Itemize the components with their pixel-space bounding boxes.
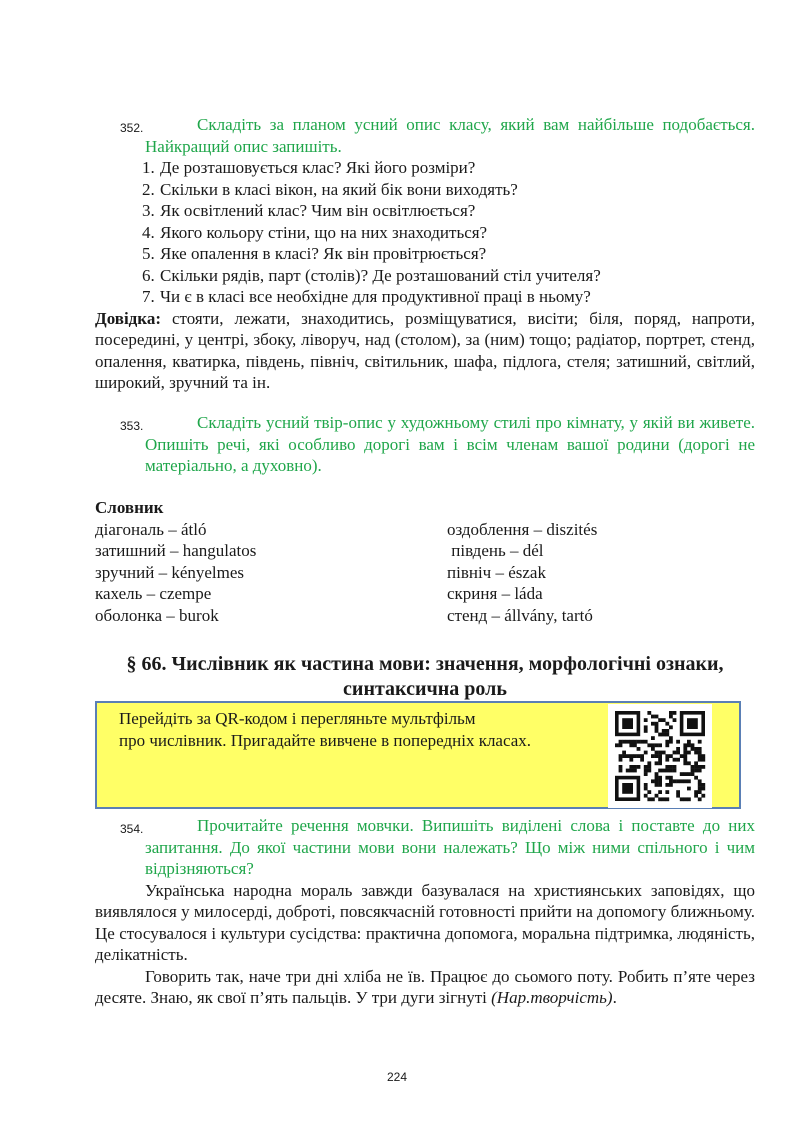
dictionary-entry: діагональ – átló [95, 519, 207, 539]
dictionary-entry: зручний – kényelmes [95, 562, 245, 582]
exercise-task: Прочитайте речення мовчки. Випишіть виділені слова і поставте до них запитання. До якої частини мови вони належать? Що між ними спільного і чим відрізняються? [145, 816, 755, 878]
dictionary-column-right [447, 519, 747, 627]
exercise-task: Складіть за планом усний опис класу, який вам найбільше подобається. Найкращий опис запишіть. [145, 115, 755, 156]
dictionary [95, 497, 755, 626]
plan-item: 7. Чи є в класі все необхідне для продуктивної праці в ньому? [142, 287, 591, 306]
exercise-353 [95, 412, 755, 477]
qr-code-icon[interactable] [608, 704, 712, 808]
plan-item: 6. Скільки рядів, парт (столів)? Де розташований стіл учителя? [142, 265, 601, 285]
dictionary-entry: оболонка – burok [95, 605, 219, 625]
qr-callout-box [95, 701, 741, 809]
plan-list [95, 157, 755, 308]
exercise-paragraph-proverbs: Говорить так, наче три дні хліба не їв. Працює до сьомого поту. Робить п’яте через десяте. Знаю, як свої п’ять пальців. У три дуги зігнуті (Нар.творчість). [95, 966, 755, 1007]
dictionary-entry: південь – dél [447, 541, 544, 560]
plan-item: 4. Якого кольору стіни, що на них знаходиться? [142, 222, 488, 242]
exercise-354 [95, 815, 755, 1009]
section-title-line1: § 66. Числівник як частина мови: значення, морфологічні ознаки, [126, 653, 724, 675]
qr-callout-line: Перейдіть за QR-кодом і перегляньте мультфільм [119, 709, 476, 728]
section-title-line2: синтаксична роль [343, 678, 507, 700]
dictionary-column-left [95, 519, 447, 627]
exercise-number: 353. [120, 419, 144, 433]
note-label: Довідка: [95, 308, 161, 328]
qr-callout-line: про числівник. Пригадайте вивчене в попередніх класах. [119, 730, 532, 750]
dictionary-entry: оздоблення – diszités [447, 519, 598, 539]
dictionary-title: Словник [95, 498, 164, 517]
dictionary-entry: скриня – láda [447, 584, 543, 603]
dictionary-grid [95, 519, 755, 627]
exercise-number: 352. [120, 121, 144, 135]
qr-callout-text [119, 708, 589, 751]
dictionary-entry: затишний – hangulatos [95, 541, 257, 560]
note-text: стояти, лежати, знаходитись, розміщуватися, висіти; біля, поряд, напроти, посередині, у центрі, збоку, ліворуч, над (столом), за (ним) тощо; радіатор, портрет, стенд, опалення, кватирка, південь, північ, світильник, шафа, підлога, стеля; затишний, світлий, широкий, зручний та ін. [95, 308, 755, 392]
dictionary-entry: кахель – czempe [95, 584, 212, 603]
dictionary-entry: північ – észak [447, 562, 546, 582]
exercise-number: 354. [120, 822, 144, 836]
section-title [95, 652, 755, 702]
exercise-352 [95, 114, 755, 394]
plan-item: 2. Скільки в класі вікон, на який бік вони виходять? [142, 179, 518, 199]
exercise-paragraph: Українська народна мораль завжди базувалася на християнських заповідях, що виявлялося у милосерді, доброті, повсякчасній готовності прийти на допомогу ближньому. Це стосувалося і культури сусідства: практична допомога, моральна підтримка, людяність, делікатність. [95, 880, 755, 964]
reference-note [95, 308, 755, 394]
proverbs-text: Говорить так, наче три дні хліба не їв. Працює до сьомого поту. Робить п’яте через десяте. Знаю, як свої п’ять пальців. У три дуги зігнуті [95, 966, 755, 1007]
dictionary-entry: стенд – állvány, tartó [447, 605, 593, 625]
plan-item: 1. Де розташовується клас? Які його розміри? [142, 158, 476, 177]
plan-item: 3. Як освітлений клас? Чим він освітлюється? [142, 201, 476, 220]
page-number: 224 [386, 1070, 408, 1084]
exercise-task: Складіть усний твір-опис у художньому стилі про кімнату, у якій ви живете. Опишіть речі, які особливо дорогі вам і всім членам вашої родини (дорогі не матеріально, а духовно). [145, 413, 755, 475]
plan-item: 5. Яке опалення в класі? Як він провітрюється? [142, 244, 487, 263]
proverbs-source: (Нар.творчість) [491, 988, 613, 1007]
